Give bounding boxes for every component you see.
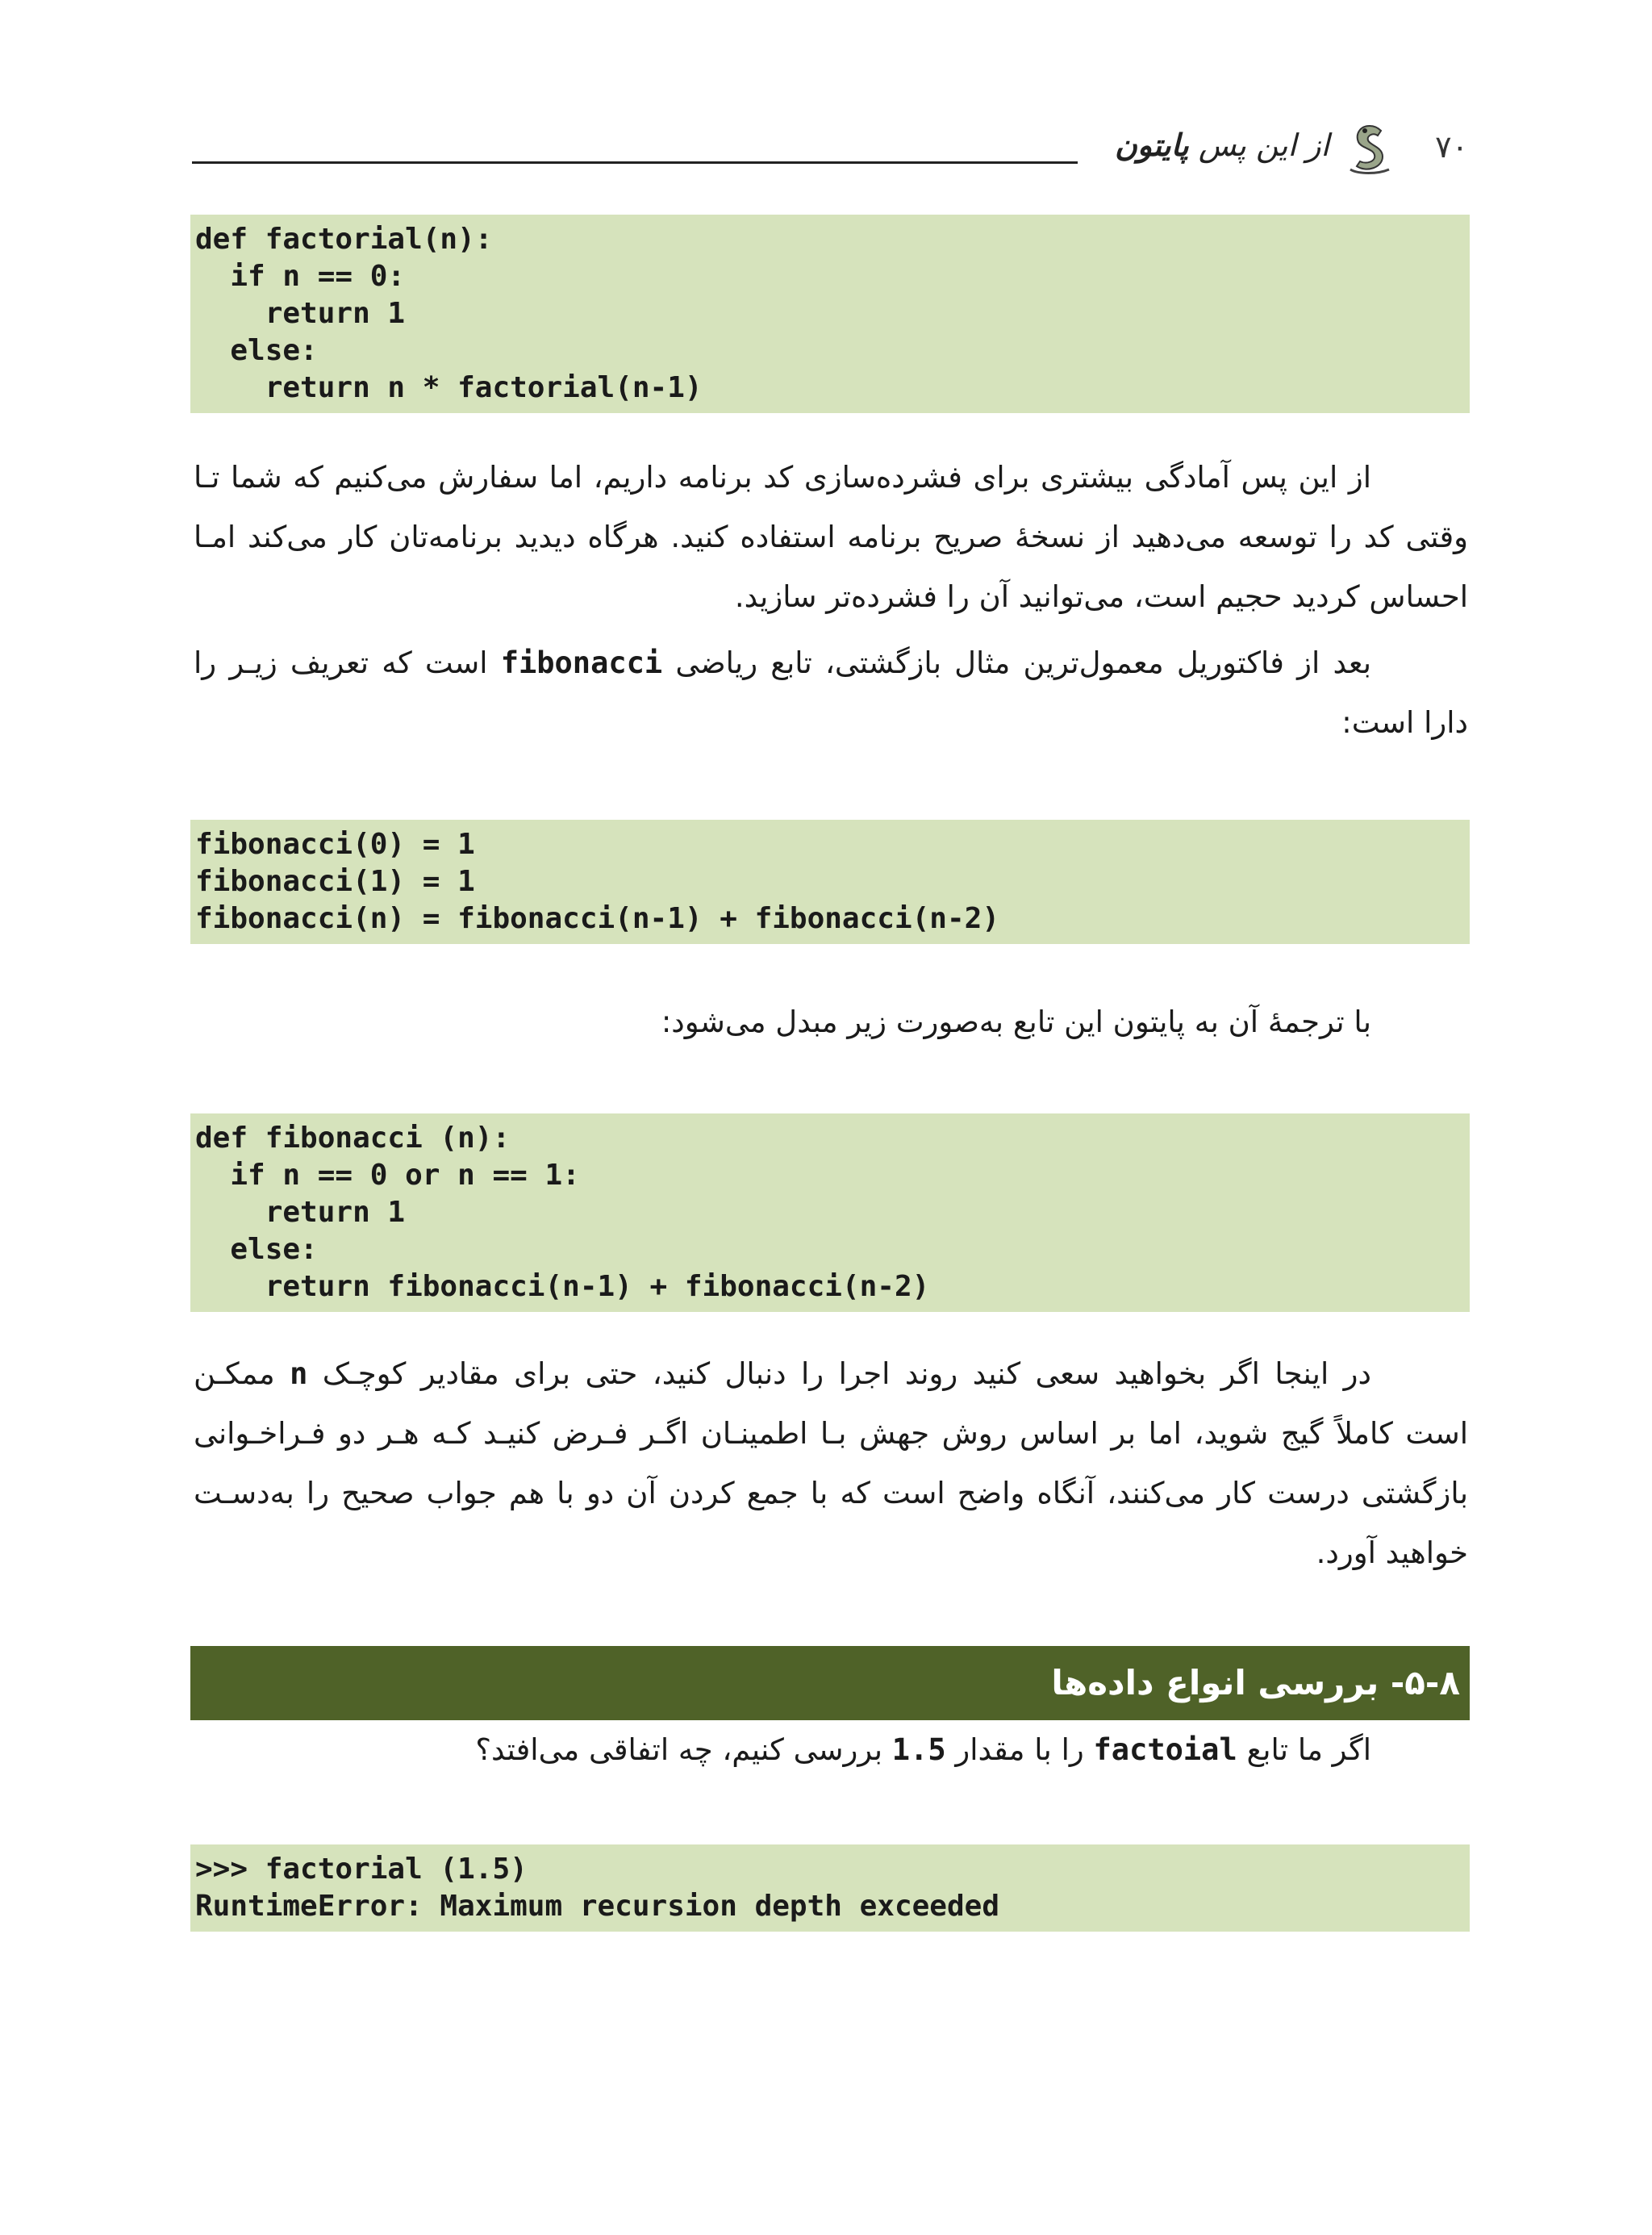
code-line: else: xyxy=(195,1233,318,1266)
text-run: را با مقدار xyxy=(955,1732,1084,1767)
text-run: در اینجا اگر بخواهید سعی کنید روند اجرا را دنبال کنید، حتی برای مقادیر کوچـک xyxy=(322,1356,1372,1391)
code-line: fibonacci(1) = 1 xyxy=(195,865,475,898)
paragraph-line: است کاملاً گیج شوید، اما بر اساس روش جهش بـا اطمینـان اگـر فـرض کنیـد کـه هـر دو فـراخـوانی xyxy=(194,1416,1468,1451)
paragraph-line: احساس کردید حجیم است، می‌توانید آن را فشرده‌تر سازید. xyxy=(734,579,1468,614)
paragraph-line: از این پس آمادگی بیشتری برای فشرده‌سازی کد برنامه داریم، اما سفارش می‌کنیم که شما تـا xyxy=(194,460,1371,495)
inline-code: factoial xyxy=(1093,1732,1237,1767)
paragraph-compression xyxy=(194,448,1468,627)
code-line: return fibonacci(n-1) + fibonacci(n-2) xyxy=(195,1270,930,1303)
paragraph-translation xyxy=(194,992,1468,1052)
paragraph-line xyxy=(194,1344,1468,1404)
code-line: if n == 0 or n == 1: xyxy=(195,1159,580,1192)
running-title xyxy=(1115,127,1329,163)
code-line: def factorial(n): xyxy=(195,223,493,256)
text-run: ممکـن xyxy=(194,1356,275,1391)
code-line: return n * factorial(n-1) xyxy=(195,371,703,404)
snake-icon xyxy=(1342,121,1397,176)
code-line: else: xyxy=(195,334,318,367)
paragraph-type-check xyxy=(194,1720,1468,1780)
code-line: fibonacci(n) = fibonacci(n-1) + fibonacci(n-2) xyxy=(195,902,999,935)
inline-code: 1.5 xyxy=(891,1732,946,1767)
code-line: return 1 xyxy=(195,1196,406,1229)
paragraph-line: وقتی کد را توسعه می‌دهید از نسخهٔ صریح برنامه استفاده کنید. هرگاه دیدید برنامه‌تان کار می‌کند امـا xyxy=(194,520,1468,554)
page-header xyxy=(192,121,1468,169)
text-run: بعد از فاکتوریل معمول‌ترین مثال بازگشتی، تابع ریاضی xyxy=(675,645,1372,680)
code-block-fibonacci-python xyxy=(190,1113,1470,1312)
text-run: اگر ما تابع xyxy=(1246,1732,1371,1767)
paragraph-line: بازگشتی درست کار می‌کنند، آنگاه واضح است که با جمع کردن آن دو با هم جواب صحیح را به‌دسـت xyxy=(194,1476,1468,1510)
code-line: if n == 0: xyxy=(195,260,406,293)
paragraph-leap-of-faith xyxy=(194,1344,1468,1583)
text-run: بررسی کنیم، چه اتفاقی می‌افتد؟ xyxy=(475,1732,883,1767)
paragraph-line: دارا است: xyxy=(1341,705,1468,740)
code-block-runtime-error xyxy=(190,1844,1470,1932)
section-heading-bar xyxy=(190,1646,1470,1720)
code-line: def fibonacci (n): xyxy=(195,1122,511,1155)
code-line: fibonacci(0) = 1 xyxy=(195,828,475,861)
paragraph-line xyxy=(194,633,1468,693)
paragraph-line xyxy=(194,1720,1468,1780)
header-rule xyxy=(192,161,1078,164)
inline-code: n xyxy=(290,1356,308,1391)
code-line: RuntimeError: Maximum recursion depth exceeded xyxy=(195,1890,999,1923)
text-run: است که تعریف زیـر را xyxy=(194,645,488,680)
code-block-factorial xyxy=(190,215,1470,413)
inline-code: fibonacci xyxy=(500,645,663,680)
code-line: return 1 xyxy=(195,297,406,330)
page-number: ۷۰ xyxy=(1435,129,1468,165)
code-line: >>> factorial (1.5) xyxy=(195,1853,528,1886)
code-block-fibonacci-definition xyxy=(190,820,1470,944)
paragraph-line: با ترجمهٔ آن به پایتون این تابع به‌صورت زیر مبدل می‌شود: xyxy=(661,1005,1371,1039)
paragraph-line: خواهید آورد. xyxy=(1316,1535,1468,1570)
section-title: ۵-۸- بررسی انواع داده‌ها xyxy=(1051,1663,1460,1702)
paragraph-fibonacci-intro xyxy=(194,633,1468,753)
running-title-prefix: از این پس xyxy=(1198,127,1329,163)
running-title-bold: پایتون xyxy=(1115,127,1189,163)
